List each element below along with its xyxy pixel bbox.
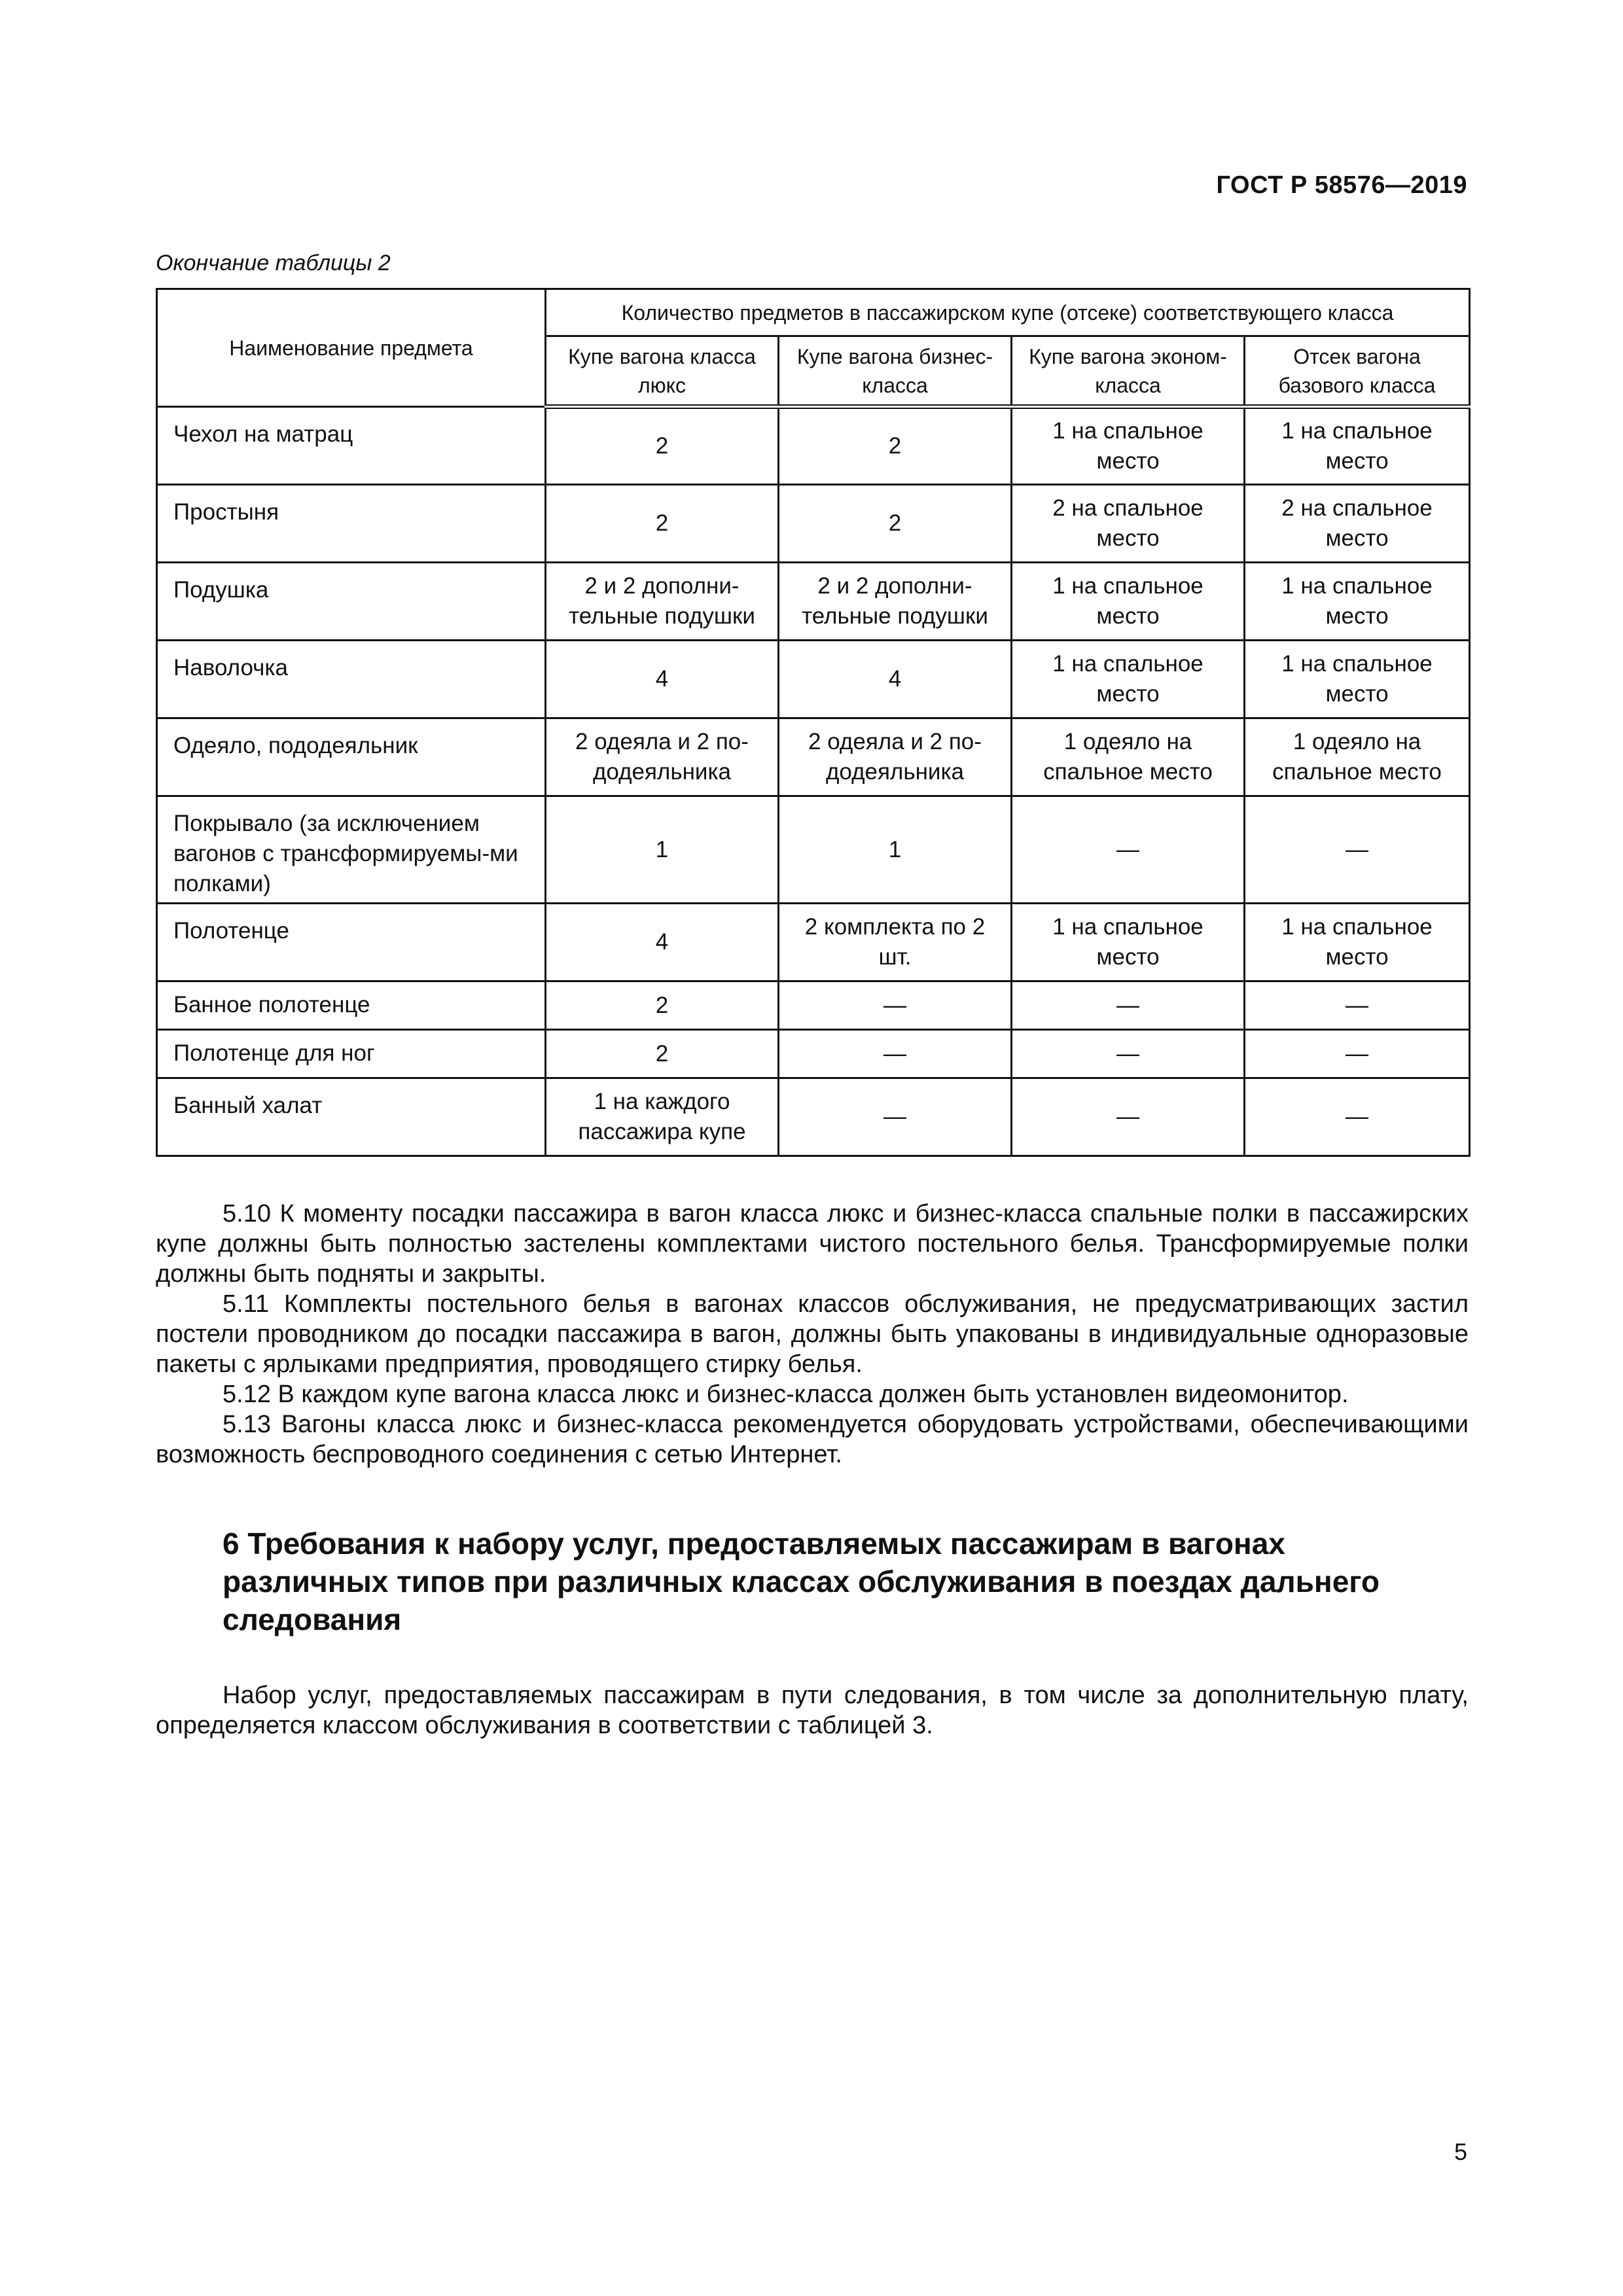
value-business: 2 — [779, 407, 1012, 485]
table-row — [157, 981, 1470, 1030]
value-lux: 2 одеяла и 2 по-додеяльника — [546, 718, 779, 796]
column-header-economy: Купе вагона эконом-класса — [1012, 336, 1245, 407]
value-economy: — — [1012, 796, 1245, 904]
item-name: Наволочка — [157, 641, 546, 718]
value-basic: 1 на спальное место — [1245, 641, 1470, 718]
table-row — [157, 563, 1470, 641]
column-header-lux: Купе вагона класса люкс — [546, 336, 779, 407]
value-lux: 2 и 2 дополни-тельные подушки — [546, 563, 779, 641]
value-business: 2 — [779, 485, 1012, 563]
item-name: Банное полотенце — [157, 981, 546, 1030]
clause-5-12: 5.12 В каждом купе вагона класса люкс и бизнес-класса должен быть установлен видеомонитор. — [223, 1381, 1349, 1408]
section-6-body — [156, 1680, 1469, 1740]
section-6-paragraph: Набор услуг, предоставляемых пассажирам в пути следования, в том числе за дополнительную плату, определяется классом обслуживания в соответствии с таблицей 3. — [156, 1682, 1469, 1739]
value-basic: 1 одеяло на спальное место — [1245, 718, 1470, 796]
value-lux: 2 — [546, 981, 779, 1030]
value-lux: 4 — [546, 641, 779, 718]
value-lux: 1 на каждого пассажира купе — [546, 1078, 779, 1156]
value-lux: 2 — [546, 407, 779, 485]
table-row — [157, 718, 1470, 796]
clause-5-10: 5.10 К моменту посадки пассажира в вагон класса люкс и бизнес-класса спальные полки в пассажирских купе должны быть полностью застелены комплектами чистого постельного белья. Трансформируемые полки должны быть подняты и закрыты. — [156, 1200, 1469, 1288]
table-row — [157, 1078, 1470, 1156]
value-lux: 1 — [546, 796, 779, 904]
value-lux: 2 — [546, 485, 779, 563]
item-name: Банный халат — [157, 1078, 546, 1156]
value-basic: — — [1245, 1030, 1470, 1078]
value-lux: 2 — [546, 1030, 779, 1078]
value-economy: 2 на спальное место — [1012, 485, 1245, 563]
value-basic: 2 на спальное место — [1245, 485, 1470, 563]
value-business: 2 и 2 дополни-тельные подушки — [779, 563, 1012, 641]
clause-list — [156, 1199, 1469, 1470]
value-basic: 1 на спальное место — [1245, 563, 1470, 641]
table-row — [157, 796, 1470, 904]
item-name: Покрывало (за исключением вагонов с трансформируемы-ми полками) — [157, 796, 546, 904]
column-header-business: Купе вагона бизнес-класса — [779, 336, 1012, 407]
value-lux: 4 — [546, 904, 779, 981]
table-row — [157, 904, 1470, 981]
value-economy: 1 одеяло на спальное место — [1012, 718, 1245, 796]
item-name: Подушка — [157, 563, 546, 641]
value-basic: 1 на спальное место — [1245, 407, 1470, 485]
value-economy: 1 на спальное место — [1012, 904, 1245, 981]
table-caption: Окончание таблицы 2 — [156, 251, 391, 275]
table-row — [157, 485, 1470, 563]
item-name: Чехол на матрац — [157, 407, 546, 485]
value-basic: — — [1245, 1078, 1470, 1156]
value-business: — — [779, 981, 1012, 1030]
value-economy: 1 на спальное место — [1012, 407, 1245, 485]
value-economy: 1 на спальное место — [1012, 563, 1245, 641]
item-name: Одеяло, пододеяльник — [157, 718, 546, 796]
value-basic: — — [1245, 981, 1470, 1030]
item-name: Простыня — [157, 485, 546, 563]
clause-5-13: 5.13 Вагоны класса люкс и бизнес-класса рекомендуется оборудовать устройствами, обеспечивающими возможность беспроводного соединения с сетью Интернет. — [156, 1411, 1469, 1468]
item-name: Полотенце для ног — [157, 1030, 546, 1078]
value-business: 2 комплекта по 2 шт. — [779, 904, 1012, 981]
value-economy: — — [1012, 1030, 1245, 1078]
value-business: — — [779, 1030, 1012, 1078]
document-standard-number: ГОСТ Р 58576—2019 — [1216, 171, 1467, 199]
value-business: 2 одеяла и 2 по-додеяльника — [779, 718, 1012, 796]
table-row — [157, 407, 1470, 485]
value-economy: 1 на спальное место — [1012, 641, 1245, 718]
value-basic: — — [1245, 796, 1470, 904]
column-header-item-name: Наименование предмета — [157, 289, 546, 407]
page-number: 5 — [1454, 2138, 1467, 2165]
column-header-basic: Отсек вагона базового класса — [1245, 336, 1470, 407]
section-6-heading: 6 Требования к набору услуг, предоставляемых пассажирам в вагонах различных типов при различных классах обслуживания в поездах дальнего следования — [223, 1527, 1380, 1636]
value-business: 4 — [779, 641, 1012, 718]
table-row — [157, 1030, 1470, 1078]
column-group-header: Количество предметов в пассажирском купе (отсеке) соответствующего класса — [546, 289, 1470, 336]
table-row — [157, 641, 1470, 718]
value-business: 1 — [779, 796, 1012, 904]
items-table — [156, 288, 1471, 1157]
item-name: Полотенце — [157, 904, 546, 981]
value-basic: 1 на спальное место — [1245, 904, 1470, 981]
value-business: — — [779, 1078, 1012, 1156]
value-economy: — — [1012, 1078, 1245, 1156]
clause-5-11: 5.11 Комплекты постельного белья в вагонах классов обслуживания, не предусматривающих застил постели проводником до посадки пассажира в вагон, должны быть упакованы в индивидуальные одноразовые пакеты с ярлыками предприятия, проводящего стирку белья. — [156, 1290, 1469, 1378]
value-economy: — — [1012, 981, 1245, 1030]
